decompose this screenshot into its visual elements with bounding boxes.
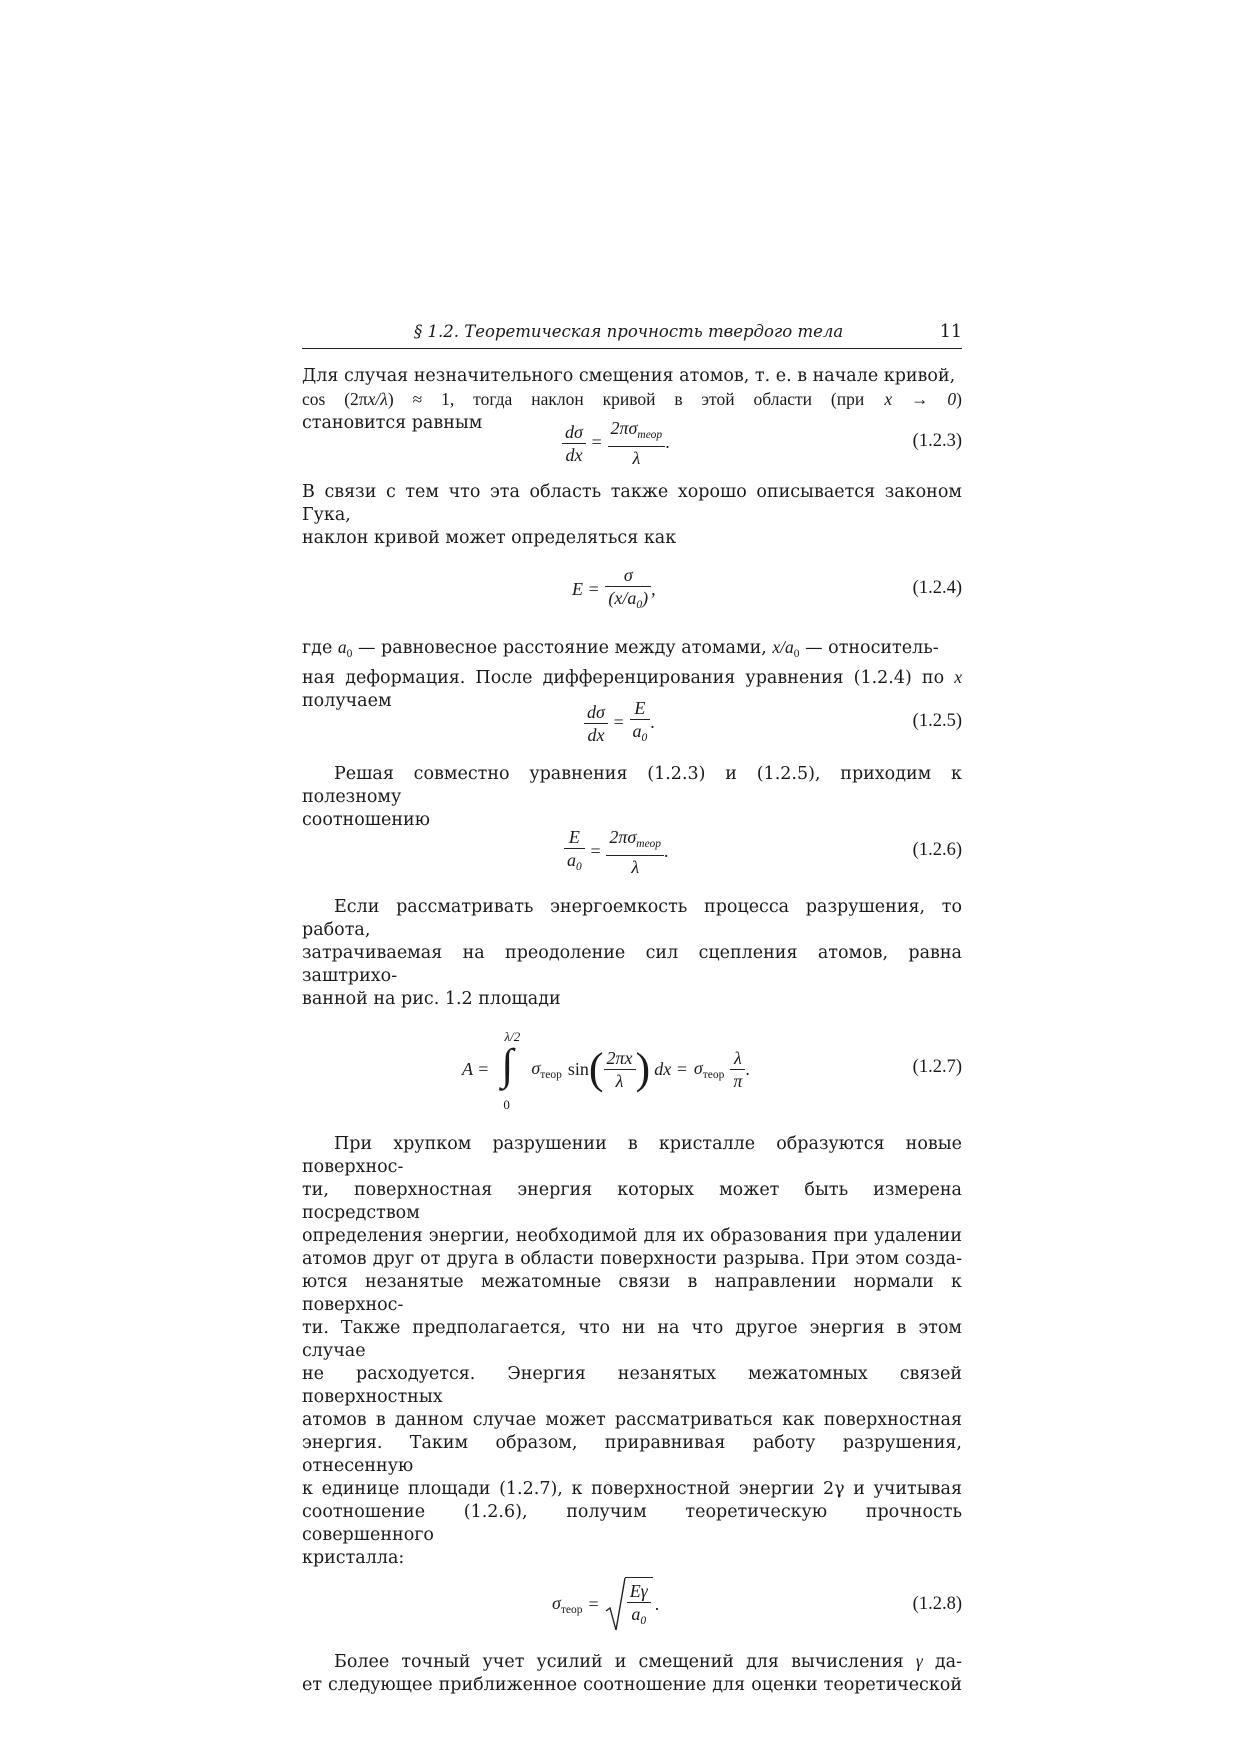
square-root: $\frac{E\gamma}{a_0}$ bbox=[605, 1577, 653, 1632]
paragraph-4 bbox=[302, 763, 962, 832]
paragraph-2 bbox=[302, 481, 962, 550]
text-line: Если рассматривать энергоемкость процесса разрушения, то работа, bbox=[302, 897, 962, 940]
text-line: наклон кривой может определяться как bbox=[302, 528, 677, 548]
text-line: получаем bbox=[302, 691, 392, 711]
running-title: § 1.2. Теоретическая прочность твердого тела bbox=[414, 322, 844, 341]
text-line: где $a_0$ — равновесное расстояние между атомами, $x/a_0$ — относитель- bbox=[302, 637, 939, 660]
text-line: атомов в данном случае может рассматриваться как поверхностная bbox=[302, 1410, 962, 1430]
equation-number: (1.2.8) bbox=[912, 1594, 962, 1614]
equation-number: (1.2.6) bbox=[912, 840, 962, 860]
text-line: соотношение (1.2.6), получим теоретическую прочность совершенного bbox=[302, 1502, 962, 1545]
text-line: ти, поверхностная энергия которых может быть измерена посредством bbox=[302, 1180, 962, 1223]
text-line: Решая совместно уравнения (1.2.3) и (1.2.5), приходим к полезному bbox=[302, 764, 962, 807]
equation-number: (1.2.5) bbox=[912, 711, 962, 731]
text-line: При хрупком разрушении в кристалле образуются новые поверхнос- bbox=[302, 1134, 962, 1177]
book-page bbox=[302, 318, 962, 1697]
text-line: ванной на рис. 1.2 площади bbox=[302, 989, 561, 1009]
page-number: 11 bbox=[939, 322, 962, 342]
text-line: атомов друг от друга в области поверхности разрыва. При этом созда- bbox=[302, 1249, 962, 1269]
equation-1-2-3: $\frac{d\sigma}{dx}$ = $\frac{2\pi\sigma_{теор}}{\lambda}$ . (1.2.3) bbox=[302, 417, 962, 469]
text-line: ная деформация. После дифференцирования уравнения (1.2.4) по x bbox=[302, 667, 962, 688]
text-line: становится равным bbox=[302, 413, 483, 433]
integral-sign: λ/2 ∫ 0 bbox=[501, 1029, 521, 1112]
paragraph-5 bbox=[302, 896, 962, 1011]
text-line: ются незанятые межатомные связи в направлении нормали к поверхнос- bbox=[302, 1272, 962, 1315]
equation-1-2-7: A = λ/2 ∫ 0 $\sigma_{теор}$ sin ( $\frac{2\pi x}{\lambda}$ ) dx = $\sigma_{теор}$ $\frac{\lambda}{\pi}$ . (1.2.7) bbox=[462, 1029, 962, 1112]
text-line: затрачиваемая на преодоление сил сцепления атомов, равна заштрихо- bbox=[302, 943, 962, 986]
text-line: к единице площади (1.2.7), к поверхностной энергии 2γ и учитывая bbox=[302, 1479, 962, 1499]
equation-number: (1.2.4) bbox=[912, 578, 962, 598]
equation-number: (1.2.3) bbox=[912, 431, 962, 451]
equation-1-2-5: $\frac{d\sigma}{dx}$ = $\frac{E}{a_0}$ . (1.2.5) bbox=[302, 697, 962, 749]
equation-1-2-4: E = $\frac{\sigma}{(x/a_0)}$ , (1.2.4) bbox=[572, 565, 962, 611]
paragraph-6 bbox=[302, 1133, 962, 1570]
text-line: соотношению bbox=[302, 810, 430, 830]
equation-1-2-8: $\sigma_{теор}$ = $\frac{E\gamma}{a_0}$ . (1.2.8) bbox=[302, 1576, 962, 1636]
text-line: энергия. Таким образом, приравнивая работу разрушения, отнесенную bbox=[302, 1433, 962, 1476]
text-line: не расходуется. Энергия незанятых межатомных связей поверхностных bbox=[302, 1364, 962, 1407]
text-line: определения энергии, необходимой для их образования при удалении bbox=[302, 1226, 962, 1246]
equation-number: (1.2.7) bbox=[912, 1057, 962, 1077]
text-line: В связи с тем что эта область также хорошо описывается законом Гука, bbox=[302, 482, 962, 525]
text-line: Для случая незначительного смещения атомов, т. е. в начале кривой, bbox=[302, 366, 956, 386]
equation-1-2-6: $\frac{E}{a_0}$ = $\frac{2\pi\sigma_{теор}}{\lambda}$ . (1.2.6) bbox=[302, 826, 962, 878]
paragraph-7 bbox=[302, 1650, 962, 1697]
text-line: кристалла: bbox=[302, 1548, 405, 1568]
text-line: cos (2πx/λ) ≈ 1, тогда наклон кривой в этой области (при x → 0) bbox=[302, 389, 962, 409]
running-header bbox=[302, 318, 962, 349]
text-line: ти. Также предполагается, что ни на что другое энергия в этом случае bbox=[302, 1318, 962, 1361]
text-line: ет следующее приближенное соотношение для оценки теоретической bbox=[302, 1675, 962, 1695]
text-line: Более точный учет усилий и смещений для вычисления γ да- bbox=[334, 1651, 962, 1672]
